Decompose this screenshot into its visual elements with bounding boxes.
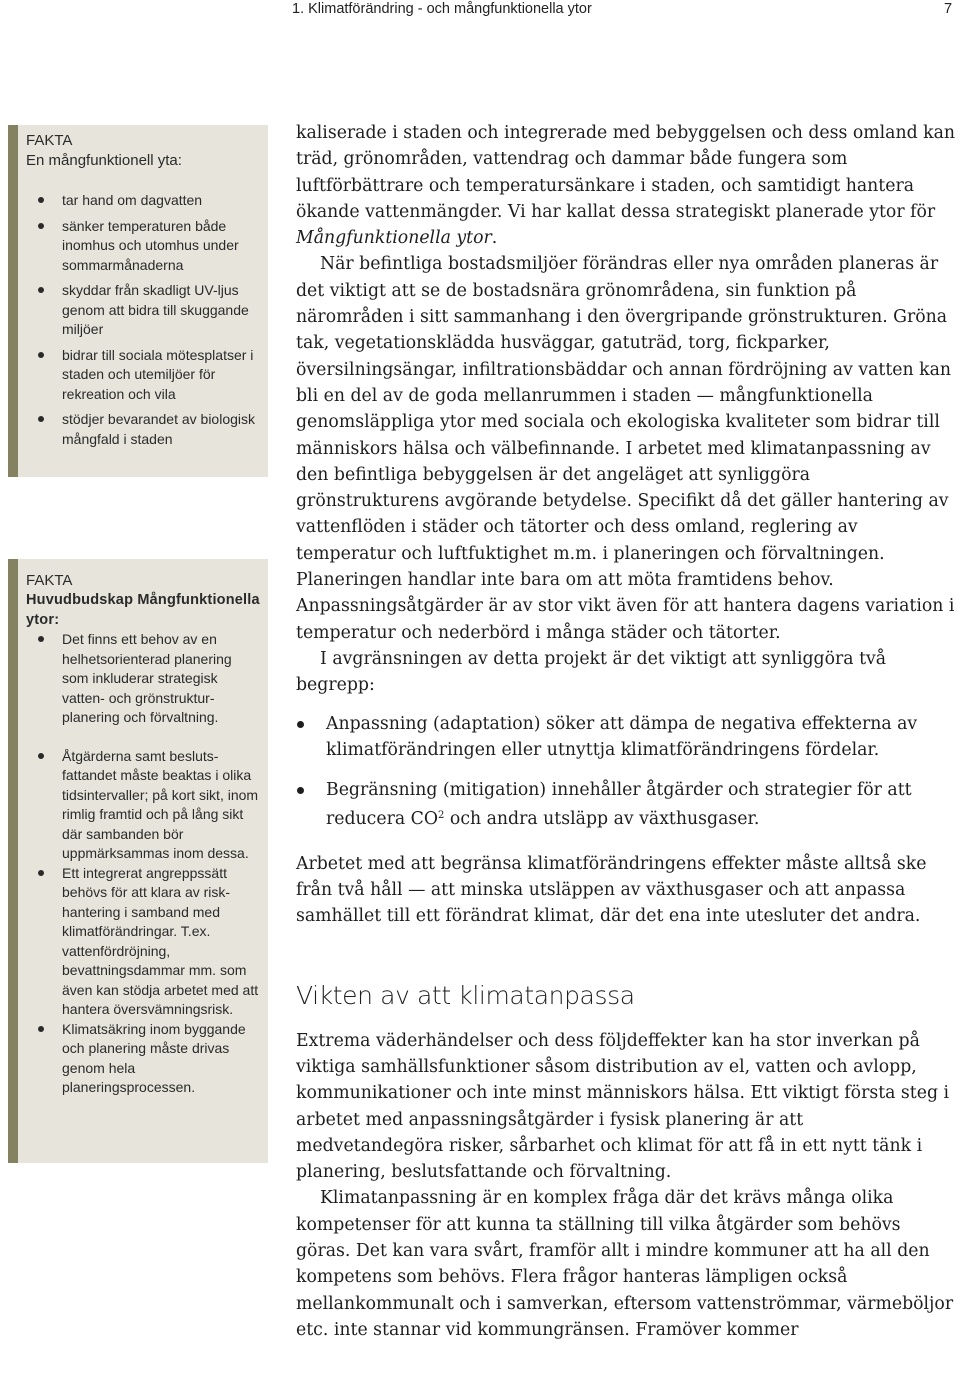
fact-box-key-messages [8,559,268,1163]
list-item: Anpassning (adaptation) söker att dämpa de negativa effekterna av klimatförändringen eller utnyttja klimatförändringens fördelar. [296,711,956,764]
fact-list [26,191,260,449]
fact-box-multifunctional-area [8,125,268,477]
list-item: bidrar till sociala mötesplatser i staden och utemiljöer för rekreation och vila [26,346,260,405]
main-text-column [296,120,956,1343]
list-item: tar hand om dagvatten [26,191,260,211]
paragraph: kaliserade i staden och integrerade med bebyggelsen och dess omland kan träd, grönområden, vattendrag och dammar både fungera som luftförbättrare och temperatursänkare i staden, och samtidigt hantera ökande vattenmängder. Vi har kallat dessa strategiskt planerade ytor för Mångfunktionella ytor. [296,123,956,249]
section-heading: Vikten av att klimatanpassa [296,980,635,1010]
list-item: Begränsning (mitigation) innehåller åtgärder och strategier för att reducera $CO^2$ och andra utsläpp av växthusgaser. [296,777,956,833]
list-item: Åtgärderna samt besluts-fattandet måste beaktas i olika tidsintervaller; på kort sikt, inom rimlig framtid och på lång sikt där sambanden bör uppmärksammas inom dessa. [26,747,260,864]
fact-label: FAKTA [26,572,73,589]
list-item: skyddar från skadligt UV-ljus genom att bidra till skuggande miljöer [26,281,260,340]
fact-title: Huvudbudskap Mångfunktionella ytor: [26,592,260,628]
list-item: sänker temperaturen både inomhus och utomhus under sommarmånaderna [26,217,260,276]
paragraph: När befintliga bostadsmiljöer förändras eller nya områden planeras är det viktigt att se de bostadsnära grönområdena, sin funktion på närområden i sitt sammanhang i den övergripande grönstrukturen. Gröna tak, vegetationsklädda husväggar, gatuträd, torg, fickparker, översilningsängar, infiltrationsbäddar och annan fördröjning av vatten kan bli en del av de goda mellanrummen i staden — mångfunktionella genomsläppliga ytor med sociala och ekologiska kvaliteter som bidrar till människors hälsa och välbefinnande. I arbetet med klimatanpassning av den befintliga bebyggelsen är det angeläget att synliggöra grönstrukturens avgörande betydelse. Specifikt då det gäller hantering av vattenflöden i städer och tätorter och dess omland, reglering av temperatur och luftfuktighet m.m. i planeringen och förvaltningen. Planeringen handlar inte bara om att möta framtidens behov. Anpassningsåtgärder är av stor vikt även för att hantera dagens variation i temperatur och nederbörd i många städer och tätorter. [296,254,955,643]
fact-label: FAKTA [26,132,73,149]
paragraph: I avgränsningen av detta projekt är det viktigt att synliggöra två begrepp: [296,648,887,696]
paragraph: Klimatanpassning är en komplex fråga där det krävs många olika kompetenser för att kunna ta ställning till vilka åtgärder som behövs göras. Det kan vara svårt, framför allt i mindre kommuner att ha all den kompetens som behövs. Flera frågor hanteras lämpligen också mellankommunalt och i samverkan, eftersom vattenströmmar, värmeböljor etc. inte stannar vid kommungränsen. Framöver kommer [296,1188,954,1340]
fact-list [26,630,260,1098]
running-header-title: 1. Klimatförändring - och mångfunktionella ytor [292,1,592,17]
concept-list [296,711,956,833]
list-item: Klimatsäkring inom byggande och planering måste drivas genom hela planeringsprocessen. [26,1020,260,1098]
page-header [0,0,960,26]
emphasis: Mångfunktionella ytor [296,228,492,249]
page-number: 7 [944,1,953,17]
fact-title: En mångfunktionell yta: [26,152,182,169]
list-item: stödjer bevarandet av biologisk mångfald i staden [26,410,260,449]
paragraph: Extrema väderhändelser och dess följdeffekter kan ha stor inverkan på viktiga samhällsfunktioner såsom distribution av el, vatten och avlopp, kommunikationer och inte minst människors hälsa. Ett viktigt första steg i arbetet med anpassningsåtgärder i fysisk planering är att medvetandegöra risker, sårbarhet och klimat för att få in ett nytt tänk i planering, beslutsfattande och förvaltning. [296,1030,950,1183]
list-item: Ett integrerat angreppssätt behövs för att klara av risk-hantering i samband med klimatförändringar. T.ex. vattenfördröjning, bevattningsdammar mm. som även kan stödja arbetet med att hantera översvämningsrisk. [26,864,260,1020]
paragraph: Arbetet med att begränsa klimatförändringens effekter måste alltså ske från två håll — att minska utsläppen av växthusgaser och att anpassa samhället till ett förändrat klimat, där det ena inte utesluter det andra. [296,853,927,927]
list-item: Det finns ett behov av en helhetsorienterad planering som inkluderar strategisk vatten- och grönstruktur-planering och förvaltning. [26,630,260,728]
